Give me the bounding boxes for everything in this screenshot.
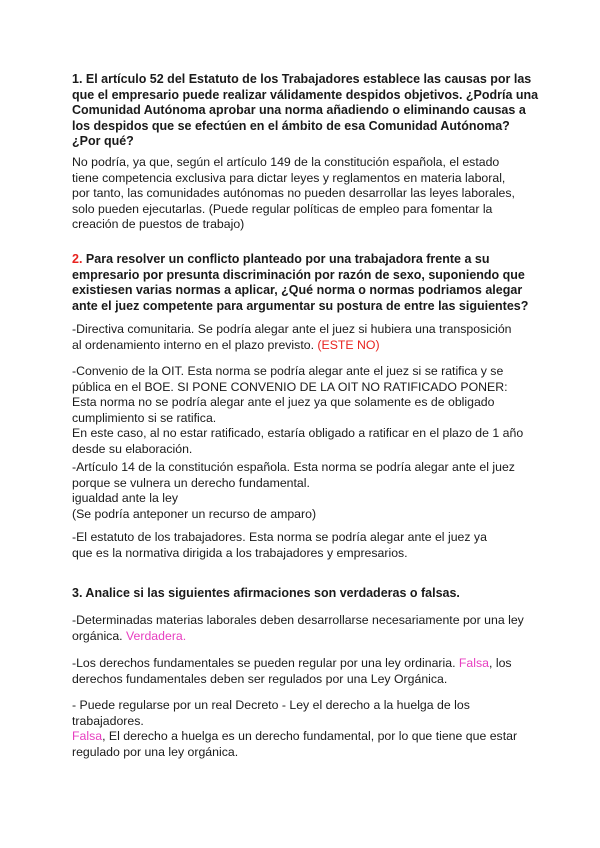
question-2-first-line: Para resolver un conflicto planteado por una trabajadora frente a su [82, 252, 490, 266]
answer-1-line: tiene competencia exclusiva para dictar leyes y reglamentos en materia laboral, [72, 170, 506, 185]
convenio-line: cumplimiento si se ratifica. [72, 410, 217, 425]
question-1 [72, 72, 539, 150]
item-2-line: derechos fundamentales deben ser regulados por una Ley Orgánica. [72, 671, 448, 686]
question-3-title: 3. Analice si las siguientes afirmaciones son verdaderas o falsas. [72, 586, 460, 600]
item-1-line: -Determinadas materias laborales deben desarrollarse necesariamente por una ley [72, 613, 524, 627]
question-2-number: 2. [72, 252, 83, 266]
item-2-rest: , los [489, 656, 512, 670]
convenio-line: En este caso, al no estar ratificado, estaría obligado a ratificar en el plazo de 1 año [72, 426, 524, 440]
item-3-line: - Puede regularse por un real Decreto - Ley el derecho a la huelga de los [72, 698, 470, 712]
directiva-line: -Directiva comunitaria. Se podría alegar ante el juez si hubiera una transposición [72, 322, 512, 336]
answer-convenio [72, 364, 532, 457]
convenio-line: Esta norma no se podría alegar ante el juez ya que solamente es de obligado [72, 395, 495, 409]
item-1-line [72, 629, 532, 645]
answer-1-line: creación de puestos de trabajo) [72, 217, 245, 231]
question-2 [72, 252, 532, 314]
answer-1-line: por tanto, las comunidades autónomas no pueden desarrollar las leyes laborales, [72, 186, 515, 200]
articulo-14-line: (Se podría anteponer un recurso de amparo) [72, 506, 317, 521]
falsa-answer: Falsa [458, 656, 489, 670]
articulo-14-line: igualdad ante la ley [72, 491, 178, 505]
question-2-line: existiesen varias normas a aplicar, ¿Qué norma o normas podriamos alegar [72, 283, 523, 297]
verdadera-answer: Verdadera. [126, 628, 187, 643]
directiva-text: al ordenamiento interno en el plazo previsto. [72, 337, 318, 352]
answer-1-line: No podría, ya que, según el artículo 149 de la constitución española, el estado [72, 155, 500, 169]
item-2-line [72, 656, 532, 672]
item-1-text: orgánica. [72, 628, 127, 643]
answer-1-line: solo pueden ejecutarlas. (Puede regular políticas de empleo para fomentar la [72, 201, 493, 216]
question-1-line: que el empresario puede realizar válidamente despidos objetivos. ¿Podría una [72, 87, 539, 102]
question-3 [72, 586, 532, 602]
item-3-rest: , El derecho a huelga es un derecho fundamental, por lo que tiene que estar [102, 729, 518, 743]
estatuto-line: que es la normativa dirigida a los trabajadores y empresarios. [72, 545, 408, 560]
question-2-line [72, 252, 532, 268]
convenio-line: pública en el BOE. SI PONE CONVENIO DE LA OIT NO RATIFICADO PONER: [72, 379, 508, 394]
answer-3-item-2 [72, 656, 532, 687]
estatuto-line: -El estatuto de los trabajadores. Esta norma se podría alegar ante el juez ya [72, 530, 487, 544]
question-2-line: ante el juez competente para argumentar su postura de entre las siguientes? [72, 298, 529, 313]
item-3-line: trabajadores. [72, 713, 144, 728]
question-1-line: 1. El artículo 52 del Estatuto de los Trabajadores establece las causas por las [72, 72, 532, 86]
item-3-line [72, 729, 532, 745]
articulo-14-line: -Artículo 14 de la constitución española. Esta norma se podría alegar ante el juez [72, 460, 515, 474]
answer-directiva [72, 322, 532, 353]
answer-3-item-3 [72, 698, 532, 760]
answer-3-item-1 [72, 613, 532, 644]
answer-1 [72, 155, 532, 233]
answer-estatuto [72, 530, 532, 561]
question-1-line: ¿Por qué? [72, 134, 134, 148]
question-1-line: Comunidad Autónoma aprobar una norma añadiendo o eliminando causas a [72, 103, 526, 117]
convenio-line: desde su elaboración. [72, 441, 193, 456]
directiva-line [72, 338, 532, 354]
answer-articulo-14 [72, 460, 532, 522]
convenio-line: -Convenio de la OIT. Esta norma se podría alegar ante el juez si se ratifica y se [72, 364, 504, 378]
item-2-text: -Los derechos fundamentales se pueden regular por una ley ordinaria. [72, 656, 459, 670]
este-no-note: (ESTE NO) [317, 337, 380, 352]
falsa-answer: Falsa [72, 729, 103, 743]
articulo-14-line: porque se vulnera un derecho fundamental. [72, 475, 310, 490]
item-3-line: regulado por una ley orgánica. [72, 744, 239, 759]
question-1-line: los despidos que se efectúen en el ámbito de esa Comunidad Autónoma? [72, 118, 510, 133]
question-2-line: empresario por presunta discriminación por razón de sexo, suponiendo que [72, 267, 525, 282]
